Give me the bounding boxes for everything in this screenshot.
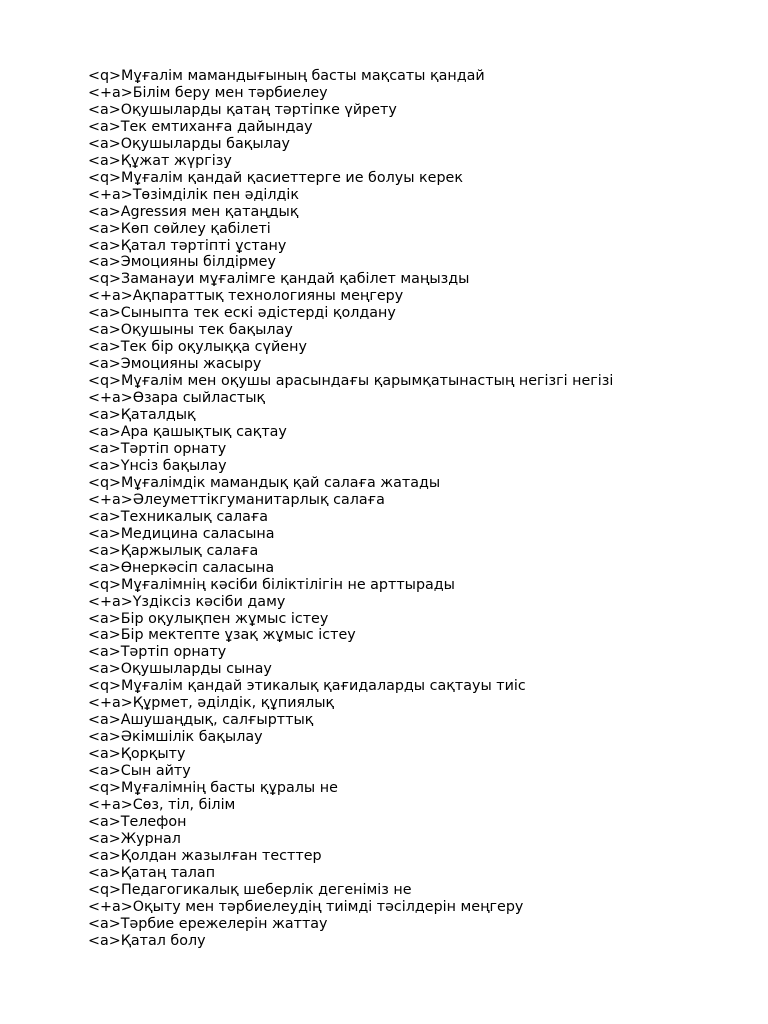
answer-line: <a>Қатал тәртіпті ұстану [88,237,287,254]
answer-line: <a>Agressия мен қатаңдық [88,203,299,220]
correct-answer-line: <+a>Сөз, тіл, білім [88,796,236,813]
answer-line: <a>Бір мектепте ұзақ жұмыс істеу [88,627,356,644]
answer-line: <a>Өнеркәсіп саласына [88,559,275,576]
correct-answer-line: <+a>Ақпараттық технологияны меңгеру [88,288,404,305]
correct-answer-line: <+a>Әлеуметтікгуманитарлық салаға [88,491,385,508]
answer-line: <a>Эмоцияны білдірмеу [88,254,276,271]
question-line: <q>Заманауи мұғалімге қандай қабілет маңызды [88,271,470,288]
answer-line: <a>Қорқыту [88,746,186,763]
correct-answer-line: <+a>Білім беру мен тәрбиелеу [88,84,328,101]
answer-line: <a>Үнсіз бақылау [88,457,227,474]
answer-line: <a>Тәртіп орнату [88,440,227,457]
answer-line: <a>Қаталдық [88,407,196,424]
answer-line: <a>Тәртіп орнату [88,644,227,661]
answer-line: <a>Тек бір оқулыққа сүйену [88,339,307,356]
question-line: <q>Мұғалім мамандығының басты мақсаты қандай [88,68,485,84]
question-line: <q>Мұғалім қандай этикалық қағидаларды сақтауы тиіс [88,678,526,695]
answer-line: <a>Көп сөйлеу қабілеті [88,220,271,237]
document-page [88,68,748,950]
question-line: <q>Мұғалімнің кәсіби біліктілігін не арттырады [88,576,455,593]
answer-line: <a>Сын айту [88,763,191,780]
question-line: <q>Мұғалім мен оқушы арасындағы қарымқатынастың негізгі негізі [88,373,614,390]
answer-line: <a>Бір оқулықпен жұмыс істеу [88,610,329,627]
answer-line: <a>Құжат жүргізу [88,152,232,169]
answer-line: <a>Эмоцияны жасыру [88,356,262,373]
correct-answer-line: <+a>Үздіксіз кәсіби даму [88,593,286,610]
answer-line: <a>Сыныпта тек ескі әдістерді қолдану [88,305,396,322]
answer-line: <a>Телефон [88,813,187,830]
answer-line: <a>Оқушыларды сынау [88,661,272,678]
answer-line: <a>Әкімшілік бақылау [88,729,263,746]
answer-line: <a>Журнал [88,830,181,847]
question-line: <q>Мұғалімнің басты құралы не [88,780,338,797]
answer-line: <a>Оқушыларды қатаң тәртіпке үйрету [88,101,397,118]
question-line: <q>Мұғалімдік мамандық қай салаға жатады [88,474,441,491]
answer-line: <a>Медицина саласына [88,525,275,542]
answer-line: <a>Техникалық салаға [88,508,269,525]
answer-line: <a>Қатал болу [88,932,206,949]
question-line: <q>Мұғалім қандай қасиеттерге ие болуы керек [88,169,463,186]
correct-answer-line: <+a>Құрмет, әділдік, құпиялық [88,695,335,712]
answer-line: <a>Қаржылық салаға [88,542,259,559]
correct-answer-line: <+a>Төзімділік пен әділдік [88,186,300,203]
answer-line: <a>Қатаң талап [88,864,216,881]
question-line: <q>Педагогикалық шеберлік дегеніміз не [88,881,412,898]
answer-line: <a>Ашушаңдық, салғырттық [88,712,314,729]
answer-line: <a>Тәрбие ережелерін жаттау [88,915,328,932]
answer-line: <a>Оқушыларды бақылау [88,135,290,152]
answer-line: <a>Оқушыны тек бақылау [88,322,293,339]
correct-answer-line: <+a>Оқыту мен тәрбиелеудің тиімді тәсілдерін меңгеру [88,898,524,915]
answer-line: <a>Тек емтиханға дайындау [88,118,313,135]
answer-line: <a>Ара қашықтық сақтау [88,424,287,441]
answer-line: <a>Қолдан жазылған тесттер [88,847,322,864]
correct-answer-line: <+a>Өзара сыйластық [88,390,266,407]
